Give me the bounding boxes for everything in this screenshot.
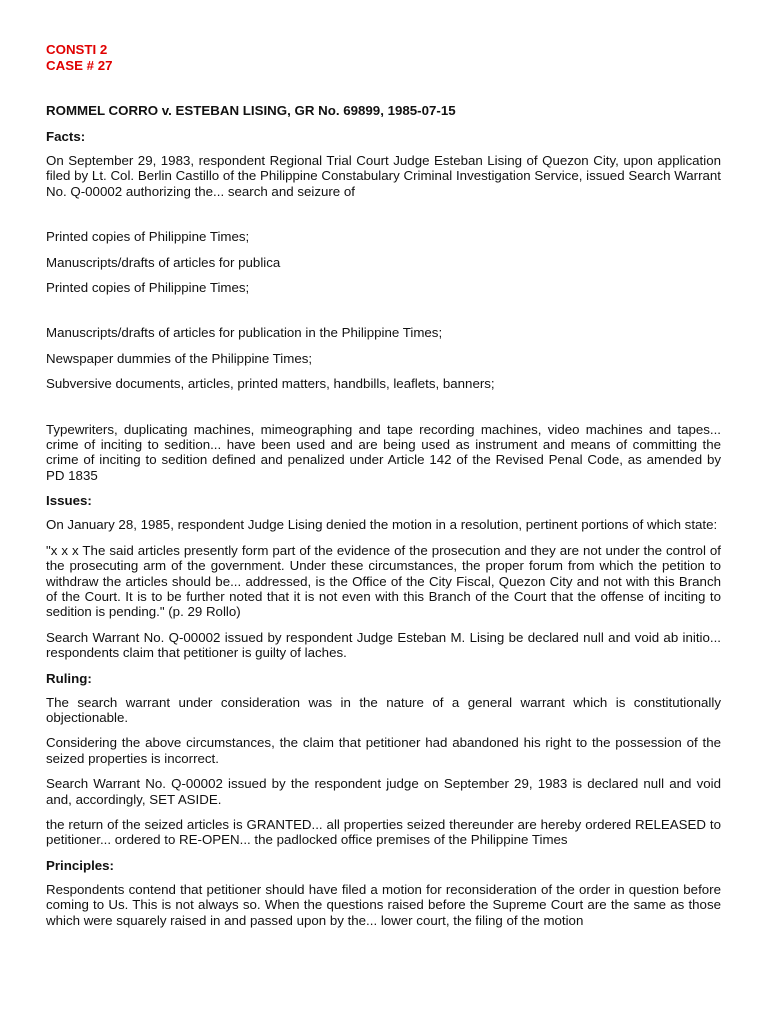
course-label: CONSTI 2 — [46, 42, 108, 57]
case-title: ROMMEL CORRO v. ESTEBAN LISING, GR No. 69899, 1985-07-15 — [46, 103, 456, 118]
case-number: CASE # 27 — [46, 58, 113, 73]
issues-paragraph: On January 28, 1985, respondent Judge Lising denied the motion in a resolution, pertinent portions of which state: — [46, 517, 718, 533]
issues-paragraph: Search Warrant No. Q-00002 issued by respondent Judge Esteban M. Lising be declared null and void ab initio... respondents claim that petitioner is guilty of laches. — [46, 629, 721, 661]
ruling-heading: Ruling: — [46, 670, 92, 686]
facts-item: Newspaper dummies of the Philippine Times; — [46, 350, 313, 366]
ruling-paragraph: The search warrant under consideration was in the nature of a general warrant which is constitutionally objectionable. — [46, 694, 721, 725]
facts-intro: On September 29, 1983, respondent Regional Trial Court Judge Esteban Lising of Quezon City, upon application filed by Lt. Col. Berlin Castillo of the Philippine Constabulary Criminal Investigation Service, issued Search Warrant No. Q-00002 authorizing the... search and seizure of — [46, 153, 721, 199]
facts-item: Subversive documents, articles, printed matters, handbills, leaflets, banners; — [46, 376, 495, 392]
issues-heading: Issues: — [46, 493, 92, 509]
facts-item: Manuscripts/drafts of articles for publication in the Philippine Times; — [46, 325, 443, 341]
issues-quote: "x x x The said articles presently form part of the evidence of the prosecution and they are not under the control of the prosecuting arm of the government. Under these circumstances, the proper forum from which the petition to withdraw the articles should be... addressed, is the Office of the City Fiscal, Quezon City and not with this Branch of the Court. It is to be further noted that it is not even with this Branch of the Court that the offense of inciting to sedition is pending." (p. 29 Rollo) — [46, 542, 721, 620]
document-page — [46, 42, 721, 928]
facts-item: Printed copies of Philippine Times; — [46, 280, 250, 296]
facts-typewriters: Typewriters, duplicating machines, mimeographing and tape recording machines, video machines and tapes... crime of inciting to sedition... have been used and are being used as instrument and means of committing the crime of inciting to sedition defined and penalized under Article 142 of the Revised Penal Code, as amended by PD 1835 — [46, 421, 721, 483]
principles-heading: Principles: — [46, 857, 114, 873]
ruling-paragraph: the return of the seized articles is GRANTED... all properties seized thereunder are hereby ordered RELEASED to petitioner... ordered to RE-OPEN... the padlocked office premises of the Philippine Times — [46, 816, 721, 848]
facts-item: Printed copies of Philippine Times; — [46, 229, 250, 245]
facts-heading: Facts: — [46, 129, 86, 144]
ruling-paragraph: Considering the above circumstances, the claim that petitioner had abandoned his right to the possession of the seized properties is incorrect. — [46, 735, 721, 766]
ruling-paragraph: Search Warrant No. Q-00002 issued by the respondent judge on September 29, 1983 is declared null and void and, accordingly, SET ASIDE. — [46, 776, 721, 807]
facts-item: Manuscripts/drafts of articles for publica — [46, 254, 281, 270]
principles-paragraph: Respondents contend that petitioner should have filed a motion for reconsideration of the order in question before coming to Us. This is not always so. When the questions raised before the Supreme Court are the same as those which were squarely raised in and passed upon by the... lower court, the filing of the motion — [46, 881, 721, 928]
